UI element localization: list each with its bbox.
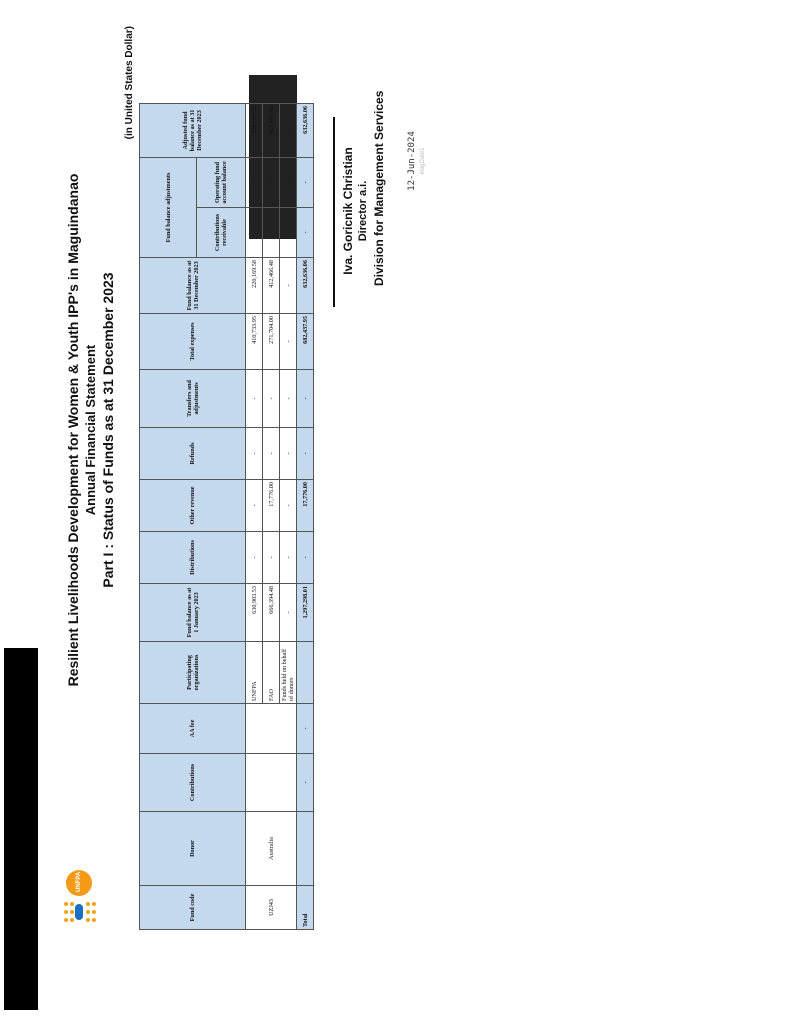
total-transfers: - (297, 370, 314, 428)
other-revenue-cell: - (246, 480, 263, 532)
header-donor: Donor (140, 812, 246, 886)
header-operating-fund: Operating fund account balance (197, 157, 246, 207)
header-fund-code: Fund code (140, 886, 246, 930)
signatory-division: Division for Management Services (372, 90, 386, 286)
operating-fund-cell: - (280, 157, 297, 207)
refunds-cell: - (263, 428, 280, 480)
header-contributions-receivable: Contributions receivable (197, 208, 246, 258)
total-other-revenue: 17,776.00 (297, 480, 314, 532)
refunds-cell: - (246, 428, 263, 480)
signature-block (340, 90, 387, 286)
statement-header (64, 170, 117, 690)
contrib-receivable-cell: - (246, 208, 263, 258)
total-distributions: - (297, 532, 314, 584)
total-refunds: - (297, 428, 314, 480)
document-title: Resilient Livelihoods Development for Women & Youth IPP's in Maguindanao (65, 173, 81, 687)
total-expenses-cell: - (280, 314, 297, 370)
operating-fund-cell: - (246, 157, 263, 207)
document-subtitle: Annual Financial Statement (83, 344, 98, 516)
total-closing: 632,636.06 (297, 258, 314, 314)
logo-text: UNFPA (76, 871, 82, 892)
header-distributions: Distributions (140, 532, 246, 584)
distributions-cell: - (246, 532, 263, 584)
part-heading: Part I : Status of Funds as at 31 December 2023 (100, 272, 116, 588)
header-aa-fee: AA fee (140, 704, 246, 754)
header-adjusted-balance: Adjusted fund balance as at 31 December 2023 (140, 103, 246, 157)
org-cell: UNFPA (246, 642, 263, 704)
table-row (246, 103, 263, 929)
header-contributions: Contributions (140, 754, 246, 812)
header-refunds: Refunds (140, 428, 246, 480)
total-expenses: 682,437.95 (297, 314, 314, 370)
opening-cell: 666,394.48 (263, 584, 280, 642)
signature-date-block (406, 126, 428, 196)
header-other-revenue: Other revenue (140, 480, 246, 532)
header-opening-balance: Fund balance as at 1 January 2023 (140, 584, 246, 642)
transfers-cell: - (263, 370, 280, 428)
contributions-cell (246, 754, 297, 812)
distributions-cell: - (280, 532, 297, 584)
header-fund-balance-adjustments: Fund balance adjustments (140, 157, 197, 257)
total-adjusted: 632,636.06 (297, 103, 314, 157)
transfers-cell: - (246, 370, 263, 428)
logo-figure (75, 904, 83, 920)
total-label: Total (297, 886, 314, 930)
total-expenses-cell: 410,733.95 (246, 314, 263, 370)
distributions-cell: - (263, 532, 280, 584)
other-revenue-cell: - (280, 480, 297, 532)
opening-cell: - (280, 584, 297, 642)
adjusted-cell: 220,169.58 (246, 103, 263, 157)
header-transfers: Transfers and adjustments (140, 370, 246, 428)
status-of-funds-table (139, 103, 314, 930)
signatory-name: Iva. Goricnik Christian (341, 147, 355, 275)
header-total-expenses: Total expenses (140, 314, 246, 370)
total-contrib-receivable: - (297, 208, 314, 258)
closing-cell: 412,466.48 (263, 258, 280, 314)
contrib-receivable-cell: - (263, 208, 280, 258)
operating-fund-cell: - (263, 157, 280, 207)
closing-cell: 220,169.58 (246, 258, 263, 314)
adjusted-cell: - (280, 103, 297, 157)
refunds-cell: - (280, 428, 297, 480)
total-operating-fund: - (297, 157, 314, 207)
transfers-cell: - (280, 370, 297, 428)
total-opening: 1,297,298.01 (297, 584, 314, 642)
opening-cell: 630,903.53 (246, 584, 263, 642)
closing-cell: - (280, 258, 297, 314)
currency-note: (in United States Dollar) (124, 26, 135, 140)
org-cell: FAO (263, 642, 280, 704)
signatory-title: Director a.i. (357, 180, 369, 242)
signature-line (333, 117, 335, 307)
org-cell: Funds held on behalf of donors (280, 642, 297, 704)
adjusted-cell: 412,466.48 (263, 103, 280, 157)
signature-date: 12-Jun-2024 (407, 131, 417, 191)
unfpa-logo (62, 866, 96, 930)
logo-badge (66, 870, 92, 896)
total-donor-cell (297, 812, 314, 886)
donor-cell: Australia (246, 812, 297, 886)
other-revenue-cell: 17,776.00 (263, 480, 280, 532)
redaction-bar-left (4, 648, 38, 1010)
total-org-cell (297, 642, 314, 704)
fund-code-cell: UZJ43 (246, 886, 297, 930)
total-contributions: - (297, 754, 314, 812)
total-aa-fee: - (297, 704, 314, 754)
total-row (297, 103, 314, 929)
contrib-receivable-cell: - (280, 208, 297, 258)
aa-fee-cell (246, 704, 297, 754)
total-expenses-cell: 271,704.00 (263, 314, 280, 370)
header-participating-organizations: Participating organizations (140, 642, 246, 704)
date-placeholder: #sigDate1 (420, 147, 426, 175)
header-closing-balance: Fund balance as at 31 December 2023 (140, 258, 246, 314)
